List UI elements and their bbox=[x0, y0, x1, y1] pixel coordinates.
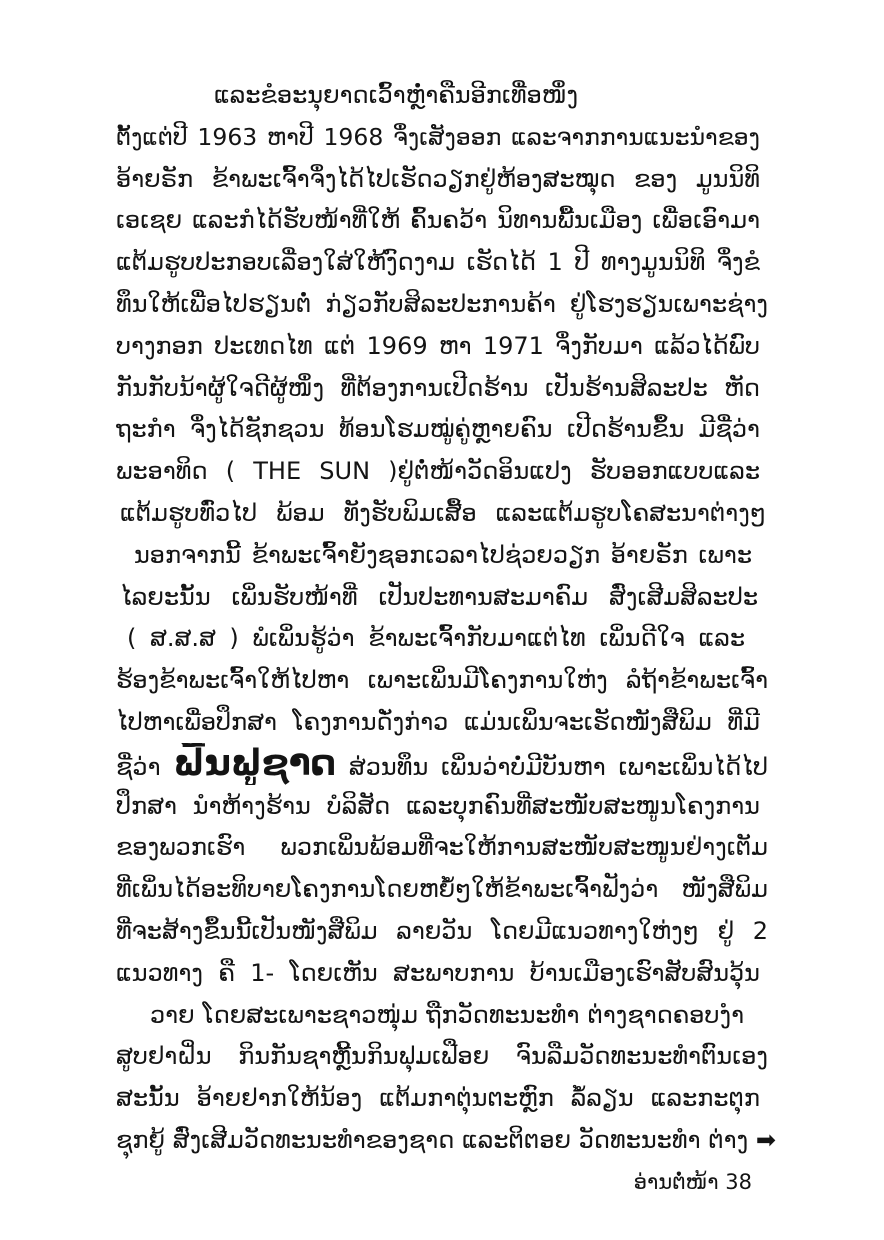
text-line: ປຶກສາ ນຳຫ້າງຮ້ານ ບໍລິສັດ ແລະບຸກຄົນທີ່ສະໜັບສະໜູນໂຄງການ bbox=[116, 791, 760, 820]
final-line-text: ຊຸກຍູ້ ສົ່ງເສີມວັດທະນະທຳຂອງຊາດ ແລະຕິຕອຍ ວັດທະນະທຳ ຕ່າງ bbox=[116, 1126, 749, 1154]
name-intro: ຊື່ວ່າ bbox=[116, 752, 161, 781]
text-line: ແຕ້ມຮູບທົ່ວໄປ ພ້ອມ ທັງຮັບພິມເສື້ອ ແລະແຕ້ມຮູບໂຄສະນາຕ່າງໆ bbox=[120, 499, 766, 527]
text-line: ສູບຢາຝິ່ນ ກິນກັນຊາຫຼີ້ນກິນຟຸມເຟືອຍ ຈົນລືມວັດທະນະທຳຕົນເອງ bbox=[116, 1042, 768, 1071]
newspaper-name-line bbox=[116, 743, 768, 785]
text-line: ພະອາທິດ ( THE SUN )ຢູ່ຕໍ່ໜ້າວັດອິນແປງ ຮັບອອກແບບແລະ bbox=[116, 457, 760, 486]
continued-on-page-note: ອ່ານຕໍ່ໜ້າ 38 bbox=[633, 1169, 752, 1194]
text-line: ໄລຍະນັ້ນ ເພິ່ນຮັບໜ້າທີ່ ເປັນປະທານສະມາຄົມ ສົ່ງເສີມສິລະປະ bbox=[120, 582, 758, 611]
text-line: ( ສ.ສ.ສ ) ພໍເພິ່ນຮູ້ວ່າ ຂ້າພະເຈົ້າກັບມາແຕ່ໄທ ເພິ່ນດີໃຈ ແລະ bbox=[127, 624, 745, 653]
text-line: ຖະກຳ ຈຶ່ງໄດ້ຊັກຊວນ ທ້ອນໂຮມໝູ່ຄູ່ຫຼາຍຄົນ ເປີດຮ້ານຂຶ້ນ ມີຊື່ວ່າ bbox=[116, 415, 760, 444]
name-line-rest: ສ່ວນທຶນ ເພິ່ນວ່າບໍ່ມີບັນຫາ ເພາະເພິ່ນໄດ້ໄປ bbox=[348, 752, 768, 781]
opening-line: ແລະຂໍອະນຸຍາດເວົ້າຫຼໍ່າຄືນອີກເທື່ອໜຶ່ງ bbox=[214, 81, 579, 109]
text-line: ບາງກອກ ປະເທດໄທ ແຕ່ 1969 ຫາ 1971 ຈຶ່ງກັບມາ ແລ້ວໄດ້ພົບ bbox=[116, 331, 760, 360]
text-line: ທຶນໃຫ້ເພື່ອໄປຮຽນຕໍ່ ກ່ຽວກັບສິລະປະການຄ້າ ຢູ່ໂຮງຮຽນເພາະຊ່າງ bbox=[116, 290, 768, 318]
text-line: ເອເຊຍ ແລະກໍໄດ້ຮັບໜ້າທີ່ໃຫ້ ຄົ້ນຄວ້າ ນິທານພື້ນເມືອງ ເພື່ອເອົາມາ bbox=[116, 206, 760, 235]
text-line: ຂອງພວກເຮົາ ພວກເພິ່ນພ້ອມທີ່ຈະໃຫ້ການສະໜັບສະໜູນຢ່າງເຕັມ bbox=[116, 833, 768, 862]
text-line: ຕັ້ງແຕ່ປີ 1963 ຫາປີ 1968 ຈຶ່ງເສັງອອກ ແລະຈາກການແນະນຳຂອງ bbox=[116, 122, 760, 151]
final-text-line bbox=[116, 1119, 776, 1161]
text-line: ຮ້ອງຂ້າພະເຈົ້າໃຫ້ໄປຫາ ເພາະເພິ່ນມີໂຄງການໃຫ່ງ ລໍຖ້າຂ້າພະເຈົ້າ bbox=[116, 666, 768, 695]
text-line: ກັນກັບນ້າຜູ້ໃຈດີຜູ້ໜຶ່ງ ທີ່ຕ້ອງການເປີດຮ້ານ ເປັນຮ້ານສິລະປະ ຫັດ bbox=[116, 373, 760, 402]
text-line: ທີ່ຈະສ້າງຂຶ້ນນີ້ເປັນໜັງສືພິມ ລາຍວັນ ໂດຍມີແນວທາງໃຫ່ງໆ ຢູ່ 2 bbox=[116, 917, 768, 945]
newspaper-name: ຟື້ນຟູຊາດ bbox=[173, 742, 337, 784]
text-line: ໄປຫາເພື່ອປຶກສາ ໂຄງການດັ່ງກ່າວ ແມ່ນເພິ່ນຈະເຮັດໜັງສືພິມ ທີ່ມີ bbox=[116, 708, 760, 736]
text-line: ສະນັ້ນ ອ້າຍຢາກໃຫ້ນ້ອງ ແຕ້ມກາຕຸ່ນຕະຫຼົກ ລໍ້ລຽນ ແລະກະຕຸກ bbox=[116, 1084, 760, 1113]
text-line: ແຕ້ມຮູບປະກອບເລື່ອງໃສ່ໃຫ້ງົດງາມ ເຮັດໄດ້ 1 ປີ ທາງມູນນິທິ ຈຶ່ງຂໍ bbox=[116, 248, 760, 277]
text-line: ແນວທາງ ຄື 1- ໂດຍເຫັນ ສະພາບການ ບ້ານເມືອງເຮົາສັບສົນວຸ້ນ bbox=[116, 958, 760, 987]
text-line: ອ້າຍຣັກ ຂ້າພະເຈົ້າຈຶ່ງໄດ້ໄປເຮັດວຽກຢູ່ຫ້ອງສະໝຸດ ຂອງ ມູນນິທິ bbox=[116, 164, 760, 193]
text-line: ວາຍ ໂດຍສະເພາະຊາວໜຸ່ມ ຖືກວັດທະນະທຳ ຕ່າງຊາດຄອບງຳ bbox=[150, 1000, 744, 1029]
right-arrow-icon: ➡ bbox=[755, 1126, 776, 1154]
text-line: ນອກຈາກນີ້ ຂ້າພະເຈົ້າຍັງຊອກເວລາໄປຊ່ວຍວຽກ ອ້າຍຣັກ ເພາະ bbox=[134, 540, 752, 569]
text-line: ທີ່ເພິ່ນໄດ້ອະທິບາຍໂຄງການໂດຍຫຍໍ້ໆໃຫ້ຂ້າພະເຈົ້າຟັງວ່າ ໜັງສືພິມ bbox=[116, 875, 768, 904]
